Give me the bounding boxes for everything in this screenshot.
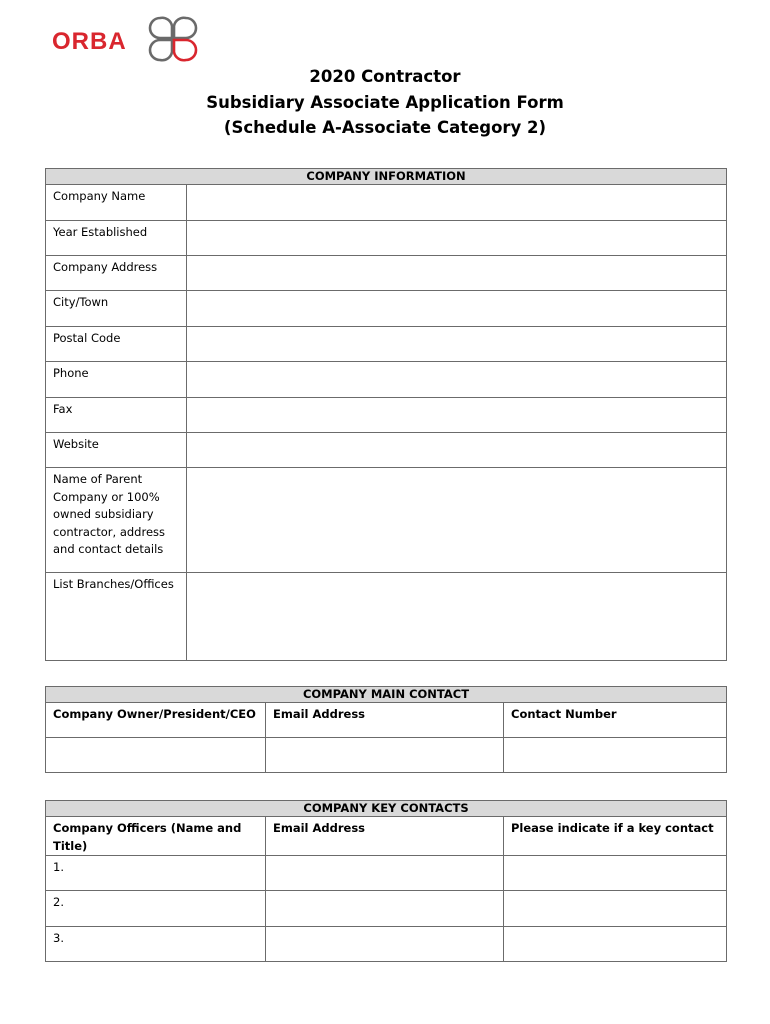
logo-wordmark: ORBA bbox=[52, 28, 127, 55]
company-main-contact-table bbox=[45, 686, 727, 773]
branches-offices-field[interactable] bbox=[187, 573, 727, 661]
phone-field[interactable] bbox=[187, 362, 727, 398]
field-label: Company Address bbox=[46, 256, 187, 291]
owner-email-field[interactable] bbox=[266, 738, 504, 773]
clover-knot-logo-icon bbox=[148, 14, 200, 64]
column-header: Company Officers (Name and Title) bbox=[46, 817, 266, 856]
company-information-table bbox=[45, 168, 727, 661]
owner-contact-number-field[interactable] bbox=[504, 738, 727, 773]
column-header: Company Owner/President/CEO bbox=[46, 703, 266, 738]
key-contact-indicator-field[interactable] bbox=[504, 891, 727, 927]
table-row bbox=[46, 891, 727, 927]
officer-email-field[interactable] bbox=[266, 927, 504, 962]
column-header: Email Address bbox=[266, 703, 504, 738]
postal-code-field[interactable] bbox=[187, 327, 727, 362]
officer-email-field[interactable] bbox=[266, 891, 504, 927]
field-label: Phone bbox=[46, 362, 187, 398]
table-row bbox=[46, 856, 727, 891]
company-key-contacts-table bbox=[45, 800, 727, 962]
section-header: COMPANY INFORMATION bbox=[46, 169, 727, 185]
form-title bbox=[0, 64, 770, 141]
field-label: City/Town bbox=[46, 291, 187, 327]
column-header: Please indicate if a key contact bbox=[504, 817, 727, 856]
officer-name-field[interactable]: 2. bbox=[46, 891, 266, 927]
website-field[interactable] bbox=[187, 433, 727, 468]
year-established-field[interactable] bbox=[187, 221, 727, 256]
title-line-1: 2020 Contractor bbox=[309, 67, 461, 86]
column-header: Email Address bbox=[266, 817, 504, 856]
column-header: Contact Number bbox=[504, 703, 727, 738]
field-label: Fax bbox=[46, 398, 187, 433]
company-name-field[interactable] bbox=[187, 185, 727, 221]
field-label: Postal Code bbox=[46, 327, 187, 362]
field-label: Website bbox=[46, 433, 187, 468]
officer-name-field[interactable]: 1. bbox=[46, 856, 266, 891]
field-label: Company Name bbox=[46, 185, 187, 221]
orba-logo bbox=[52, 14, 202, 64]
field-label: Name of Parent Company or 100% owned subsidiary contractor, address and contact details bbox=[46, 468, 187, 573]
title-line-2: Subsidiary Associate Application Form bbox=[206, 92, 564, 112]
section-header: COMPANY MAIN CONTACT bbox=[46, 687, 727, 703]
section-header: COMPANY KEY CONTACTS bbox=[46, 801, 727, 817]
city-town-field[interactable] bbox=[187, 291, 727, 327]
field-label: List Branches/Offices bbox=[46, 573, 187, 661]
key-contact-indicator-field[interactable] bbox=[504, 927, 727, 962]
title-line-3: (Schedule A-Associate Category 2) bbox=[223, 118, 547, 137]
officer-email-field[interactable] bbox=[266, 856, 504, 891]
fax-field[interactable] bbox=[187, 398, 727, 433]
owner-name-field[interactable] bbox=[46, 738, 266, 773]
key-contact-indicator-field[interactable] bbox=[504, 856, 727, 891]
parent-company-field[interactable] bbox=[187, 468, 727, 573]
company-address-field[interactable] bbox=[187, 256, 727, 291]
field-label: Year Established bbox=[46, 221, 187, 256]
officer-name-field[interactable]: 3. bbox=[46, 927, 266, 962]
table-row bbox=[46, 927, 727, 962]
